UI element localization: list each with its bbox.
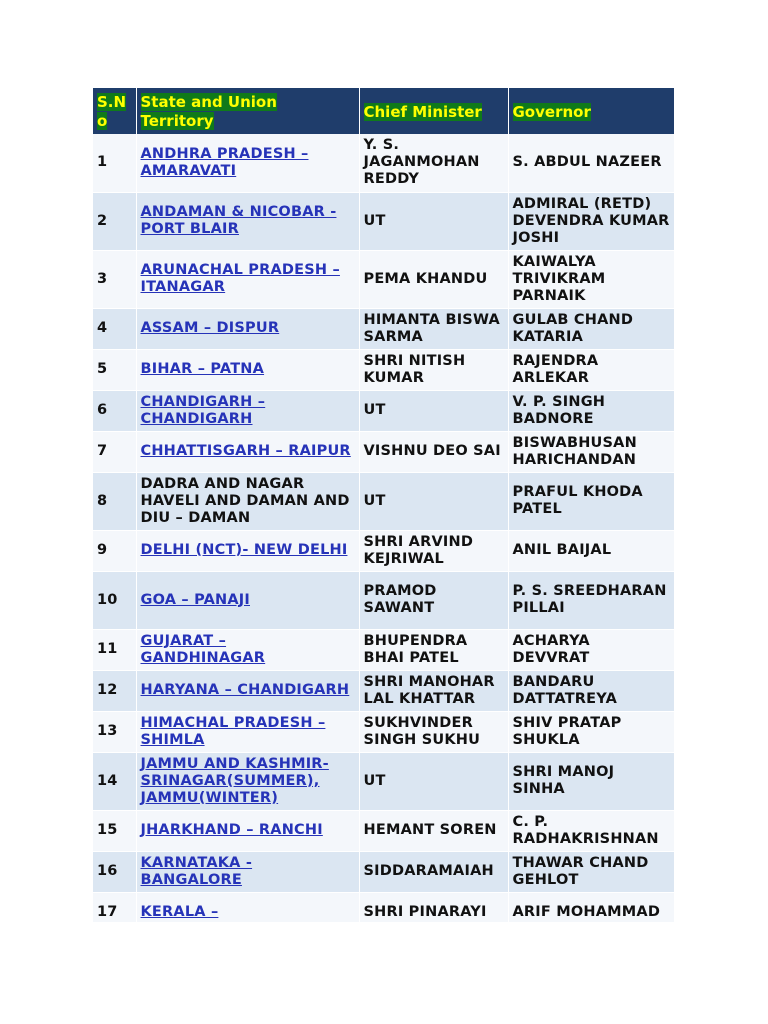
governor-cell: BANDARU DATTATREYA <box>508 670 674 711</box>
sno-cell: 10 <box>93 571 136 629</box>
sno-cell: 12 <box>93 670 136 711</box>
sno-cell: 4 <box>93 308 136 349</box>
sno-cell: 8 <box>93 472 136 530</box>
sno-cell: 11 <box>93 629 136 670</box>
state-link[interactable]: CHANDIGARH – CHANDIGARH <box>140 393 266 427</box>
table-row <box>93 571 674 629</box>
chief-minister-cell: SHRI MANOHAR LAL KHATTAR <box>359 670 508 711</box>
sno-cell: 1 <box>93 134 136 192</box>
table-row <box>93 472 674 530</box>
table-header-row <box>93 88 674 134</box>
state-cell <box>136 134 359 192</box>
chief-minister-cell: SHRI ARVIND KEJRIWAL <box>359 530 508 571</box>
sno-cell: 14 <box>93 752 136 810</box>
state-cell <box>136 250 359 308</box>
table-row <box>93 711 674 752</box>
sno-cell: 2 <box>93 192 136 250</box>
state-text: DADRA AND NAGAR HAVELI AND DAMAN AND DIU – DAMAN <box>140 475 350 526</box>
sno-cell: 7 <box>93 431 136 472</box>
chief-minister-cell: SHRI NITISH KUMAR <box>359 349 508 390</box>
chief-minister-cell: PRAMOD SAWANT <box>359 571 508 629</box>
governor-cell: SHIV PRATAP SHUKLA <box>508 711 674 752</box>
header-chief-minister <box>359 88 508 134</box>
table-row <box>93 629 674 670</box>
header-chief-minister-label: Chief Minister <box>363 102 482 121</box>
state-cell <box>136 349 359 390</box>
governor-cell: SHRI MANOJ SINHA <box>508 752 674 810</box>
header-governor <box>508 88 674 134</box>
governor-cell: BISWABHUSAN HARICHANDAN <box>508 431 674 472</box>
governor-cell: P. S. SREEDHARAN PILLAI <box>508 571 674 629</box>
table-row <box>93 892 674 922</box>
header-sno-label: S.N o <box>97 93 127 130</box>
governor-cell: KAIWALYA TRIVIKRAM PARNAIK <box>508 250 674 308</box>
table-row <box>93 530 674 571</box>
state-link[interactable]: GUJARAT – GANDHINAGAR <box>140 632 266 666</box>
state-cell <box>136 472 359 530</box>
state-cell <box>136 390 359 431</box>
table-row <box>93 851 674 892</box>
state-link[interactable]: KARNATAKA - BANGALORE <box>140 854 253 888</box>
sno-cell: 15 <box>93 810 136 851</box>
governor-cell: V. P. SINGH BADNORE <box>508 390 674 431</box>
governor-cell: RAJENDRA ARLEKAR <box>508 349 674 390</box>
header-state <box>136 88 359 134</box>
chief-minister-cell: SIDDARAMAIAH <box>359 851 508 892</box>
table-row <box>93 670 674 711</box>
state-cell <box>136 530 359 571</box>
state-cell <box>136 810 359 851</box>
chief-minister-cell: HIMANTA BISWA SARMA <box>359 308 508 349</box>
state-link[interactable]: ANDAMAN & NICOBAR - PORT BLAIR <box>140 204 337 237</box>
state-link[interactable]: HARYANA – CHANDIGARH <box>140 682 350 698</box>
chief-minister-cell: UT <box>359 752 508 810</box>
sno-cell: 16 <box>93 851 136 892</box>
governor-cell: THAWAR CHAND GEHLOT <box>508 851 674 892</box>
state-link[interactable]: ASSAM – DISPUR <box>140 320 280 336</box>
chief-minister-cell: Y. S. JAGANMOHAN REDDY <box>359 134 508 192</box>
chief-minister-cell: SHRI PINARAYI <box>359 892 508 922</box>
chief-minister-cell: UT <box>359 472 508 530</box>
state-link[interactable]: ANDHRA PRADESH – AMARAVATI <box>140 145 309 179</box>
table-row <box>93 390 674 431</box>
table-row <box>93 810 674 851</box>
state-link[interactable]: GOA – PANAJI <box>140 591 250 608</box>
governor-cell: S. ABDUL NAZEER <box>508 134 674 192</box>
state-cell <box>136 892 359 922</box>
governor-cell: ADMIRAL (RETD) DEVENDRA KUMAR JOSHI <box>508 192 674 250</box>
chief-minister-cell: UT <box>359 390 508 431</box>
governor-cell: C. P. RADHAKRISHNAN <box>508 810 674 851</box>
header-state-label: State and Union Territory <box>140 93 277 130</box>
governor-cell: ACHARYA DEVVRAT <box>508 629 674 670</box>
chief-minister-cell: BHUPENDRA BHAI PATEL <box>359 629 508 670</box>
state-link[interactable]: KERALA – <box>140 904 219 920</box>
state-link[interactable]: HIMACHAL PRADESH – SHIMLA <box>140 714 326 748</box>
governor-cell: ANIL BAIJAL <box>508 530 674 571</box>
sno-cell: 6 <box>93 390 136 431</box>
state-cell <box>136 431 359 472</box>
governor-cell: PRAFUL KHODA PATEL <box>508 472 674 530</box>
state-cell <box>136 571 359 629</box>
chief-minister-cell: UT <box>359 192 508 250</box>
sno-cell: 13 <box>93 711 136 752</box>
state-cell <box>136 711 359 752</box>
table-row <box>93 431 674 472</box>
header-governor-label: Governor <box>512 102 591 121</box>
state-cell <box>136 670 359 711</box>
state-cell <box>136 752 359 810</box>
state-link[interactable]: JAMMU AND KASHMIR- SRINAGAR(SUMMER), JAMMU(WINTER) <box>140 755 329 806</box>
table-row <box>93 752 674 810</box>
governor-cell: GULAB CHAND KATARIA <box>508 308 674 349</box>
chief-minister-cell: PEMA KHANDU <box>359 250 508 308</box>
sno-cell: 17 <box>93 892 136 922</box>
state-link[interactable]: CHHATTISGARH – RAIPUR <box>140 443 351 459</box>
state-link[interactable]: DELHI (NCT)- NEW DELHI <box>140 542 348 558</box>
header-sno <box>93 88 136 134</box>
chief-minister-cell: VISHNU DEO SAI <box>359 431 508 472</box>
state-link[interactable]: BIHAR – PATNA <box>140 361 265 377</box>
table-row <box>93 349 674 390</box>
table-row <box>93 250 674 308</box>
governor-cell: ARIF MOHAMMAD <box>508 892 674 922</box>
chief-minister-cell: SUKHVINDER SINGH SUKHU <box>359 711 508 752</box>
table-row <box>93 134 674 192</box>
table-row <box>93 192 674 250</box>
sno-cell: 3 <box>93 250 136 308</box>
chief-minister-cell: HEMANT SOREN <box>359 810 508 851</box>
state-cell <box>136 192 359 250</box>
cm-governor-table-container <box>93 88 674 922</box>
sno-cell: 5 <box>93 349 136 390</box>
state-link[interactable]: ARUNACHAL PRADESH – ITANAGAR <box>140 262 340 295</box>
state-link[interactable]: JHARKHAND – RANCHI <box>140 822 323 838</box>
state-cell <box>136 308 359 349</box>
cm-governor-table <box>93 88 674 922</box>
sno-cell: 9 <box>93 530 136 571</box>
state-cell <box>136 851 359 892</box>
table-row <box>93 308 674 349</box>
state-cell <box>136 629 359 670</box>
